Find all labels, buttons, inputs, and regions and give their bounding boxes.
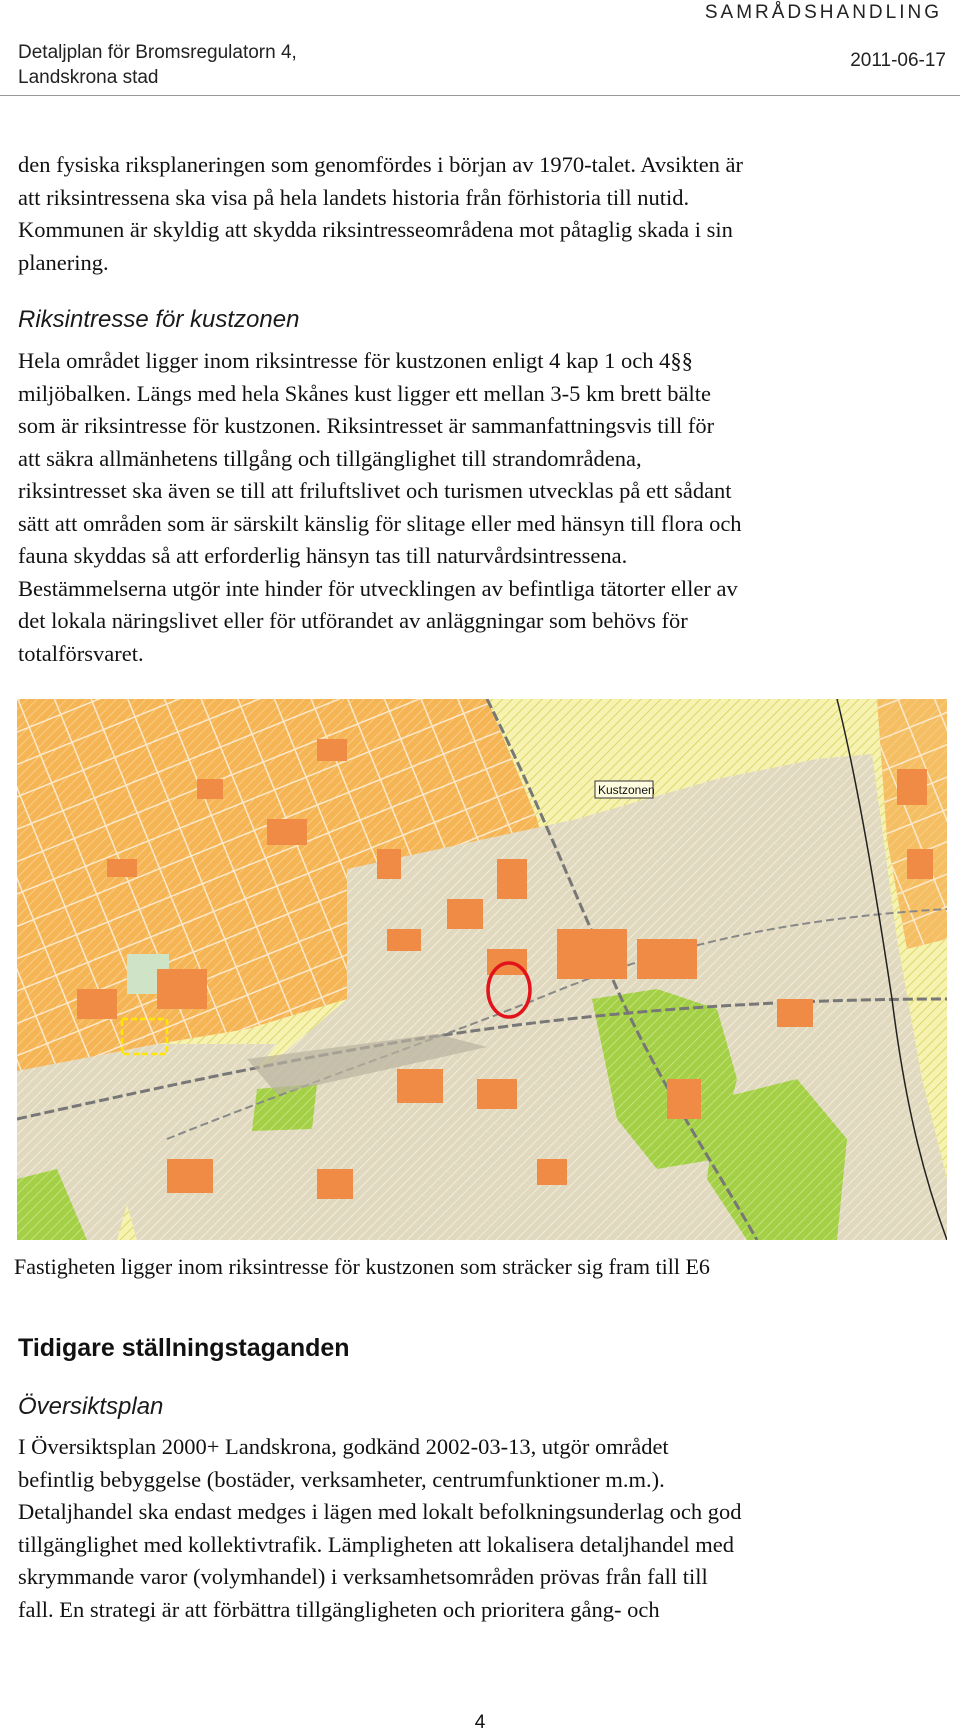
building [267, 819, 307, 845]
text-line: befintlig bebyggelse (bostäder, verksamheter, centrumfunktioner m.m.). [18, 1466, 665, 1492]
text-line: Bestämmelserna utgör inte hinder för utvecklingen av befintliga tätorter eller av [18, 575, 738, 601]
building [537, 1159, 567, 1185]
map-caption: Fastigheten ligger inom riksintresse för kustzonen som sträcker sig fram till E6 [14, 1254, 710, 1279]
text-line: riksintresset ska även se till att friluftslivet och turismen utvecklas på ett sådant [18, 478, 732, 503]
building [637, 939, 697, 979]
document-status: SAMRÅDSHANDLING [704, 2, 942, 23]
building [157, 969, 207, 1009]
page-number: 4 [474, 1712, 486, 1733]
oversiktsplan-paragraph [18, 1431, 943, 1626]
text-line: miljöbalken. Längs med hela Skånes kust ligger ett mellan 3-5 km brett bälte [18, 380, 711, 406]
building [907, 849, 933, 879]
building [77, 989, 117, 1019]
text-line: fauna skyddas så att erforderlig hänsyn tas till naturvårdsintressena. [18, 543, 628, 568]
subheading-oversiktsplan: Översiktsplan [18, 1393, 164, 1420]
building [317, 1169, 353, 1199]
building [497, 859, 527, 899]
text-line: att säkra allmänhetens tillgång och tillgänglighet till strandområdena, [18, 445, 642, 471]
text-line: det lokala näringslivet eller för utförandet av anläggningar som behövs för [18, 608, 688, 633]
text-line: Kommunen är skyldig att skydda riksintresseområdena mot påtaglig skada i sin [18, 217, 733, 242]
building [557, 929, 627, 979]
text-line: fall. En strategi är att förbättra tillgängligheten och prioritera gång- och [18, 1596, 660, 1622]
text-line: skrymmande varor (volymhandel) i verksamhetsområden prövas från fall till [18, 1564, 708, 1589]
text-line: Detaljhandel ska endast medges i lägen med lokalt befolkningsunderlag och god [18, 1499, 742, 1524]
text-line: sätt att områden som är särskilt känslig för slitage eller med hänsyn till flora och [18, 510, 742, 536]
header-divider [0, 95, 960, 96]
document-title [18, 40, 297, 90]
building [397, 1069, 443, 1103]
building [897, 769, 927, 805]
building [317, 739, 347, 761]
document-date: 2011-06-17 [850, 50, 946, 71]
text-line: Hela området ligger inom riksintresse för kustzonen enligt 4 kap 1 och 4§§ [18, 348, 693, 373]
building [167, 1159, 213, 1193]
document-title-line-2: Landskrona stad [18, 67, 159, 88]
building [377, 849, 401, 879]
building [447, 899, 483, 929]
building [197, 779, 223, 799]
section-heading-kustzon: Riksintresse för kustzonen [18, 306, 300, 333]
document-title-line-1: Detaljplan för Bromsregulatorn 4, [18, 42, 297, 63]
building [107, 859, 137, 877]
building [477, 1079, 517, 1109]
text-line: den fysiska riksplaneringen som genomfördes i början av 1970-talet. Avsikten är [18, 152, 744, 177]
building [387, 929, 421, 951]
text-line: totalförsvaret. [18, 640, 144, 666]
building [667, 1079, 701, 1119]
text-line: planering. [18, 249, 109, 275]
text-line: att riksintressena ska visa på hela landets historia från förhistoria till nutid. [18, 184, 690, 210]
section-heading-tidigare: Tidigare ställningstaganden [18, 1334, 350, 1362]
text-line: I Översiktsplan 2000+ Landskrona, godkänd 2002-03-13, utgör området [18, 1434, 669, 1459]
text-line: som är riksintresse för kustzonen. Riksintresset är sammanfattningsvis till för [18, 413, 715, 438]
text-line: tillgänglighet med kollektivtrafik. Lämpligheten att lokalisera detaljhandel med [18, 1531, 735, 1557]
map-graphic [17, 699, 947, 1240]
intro-paragraph [18, 149, 943, 279]
building [777, 999, 813, 1027]
kustzon-map [17, 699, 947, 1240]
zone-label: Kustzonen [598, 783, 655, 797]
kustzon-paragraph [18, 345, 943, 670]
